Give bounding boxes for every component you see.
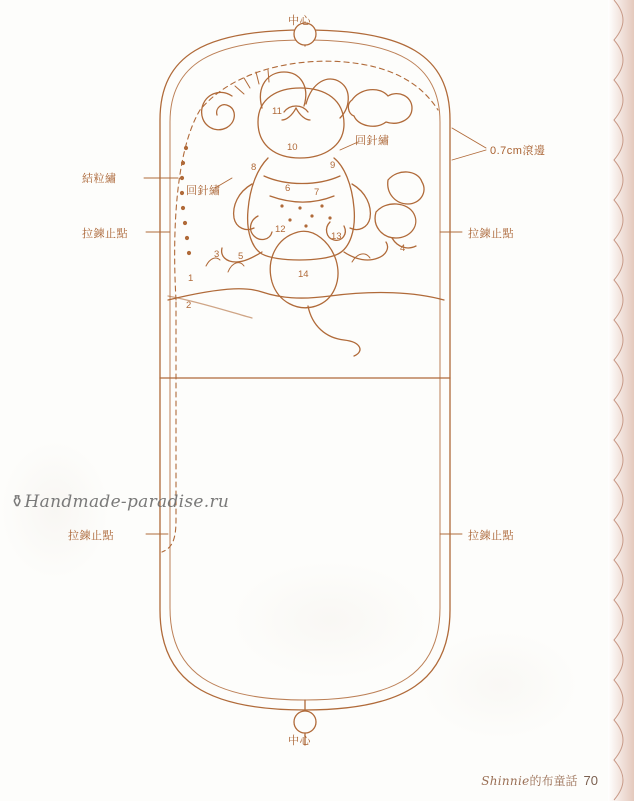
knot-stitch-dots	[180, 146, 191, 255]
piece-number: 10	[287, 142, 298, 153]
piece-number: 2	[186, 300, 192, 311]
label-piping: 0.7cm滾邊	[490, 145, 546, 157]
foot-right	[344, 242, 388, 260]
applique-panel-edge-detail	[168, 296, 252, 318]
trailing-curve	[308, 306, 360, 356]
piece-number: 1	[188, 273, 194, 284]
dashed-zipper-guide-left	[162, 302, 176, 552]
label-back-stitch-left: 回針繡	[186, 185, 221, 197]
piece-number: 12	[275, 224, 286, 235]
bush-motif-upper	[388, 172, 424, 204]
piece-number: 11	[272, 106, 282, 117]
page-footer	[481, 772, 598, 789]
piece-number: 4	[400, 243, 406, 254]
body-detail-line	[270, 196, 334, 202]
watermark-icon: ⚱	[10, 492, 25, 512]
bunny-bow-left	[282, 108, 296, 120]
piece-number: 6	[285, 183, 291, 194]
label-center-bottom: 中心	[288, 735, 311, 747]
arm-right	[350, 184, 370, 230]
label-zipper-stop-right-bottom: 拉鍊止點	[468, 530, 514, 542]
label-back-stitch-right: 回針繡	[355, 135, 390, 147]
applique-panel-edge	[168, 289, 444, 300]
watermark-text: Handmade-paradise.ru	[24, 492, 230, 512]
label-zipper-stop-left-bottom: 拉鍊止點	[68, 530, 114, 542]
watermark	[10, 492, 229, 512]
piece-number: 7	[314, 187, 320, 198]
piece-number: 8	[251, 162, 257, 173]
piece-number: 13	[331, 231, 342, 242]
inner-seam-line	[170, 40, 440, 700]
piece-number: 14	[298, 269, 309, 280]
piece-number: 9	[330, 160, 336, 171]
outer-outline	[160, 30, 450, 710]
grass-strokes	[206, 254, 370, 272]
center-marks	[294, 22, 316, 745]
label-zipper-stop-right-top: 拉鍊止點	[468, 228, 514, 240]
bunny-bow-right	[296, 108, 310, 120]
spiral-motif	[202, 92, 235, 129]
page-number: 70	[583, 773, 598, 788]
bush-motif-lower	[375, 204, 416, 238]
piece-number: 3	[214, 249, 220, 260]
book-brand-suffix: 的布童話	[529, 774, 578, 788]
body-yoke-line	[264, 176, 340, 184]
dress-dots	[280, 204, 331, 227]
book-edge-scallop	[610, 0, 632, 801]
piece-number: 5	[238, 251, 244, 262]
book-brand: Shinnie	[481, 774, 530, 788]
cloud-motif	[348, 90, 412, 127]
label-zipper-stop-left-top: 拉鍊止點	[82, 228, 128, 240]
label-knot-stitch: 結粒繡	[82, 173, 117, 185]
label-center-top: 中心	[288, 15, 311, 27]
bunny-head	[258, 88, 344, 158]
